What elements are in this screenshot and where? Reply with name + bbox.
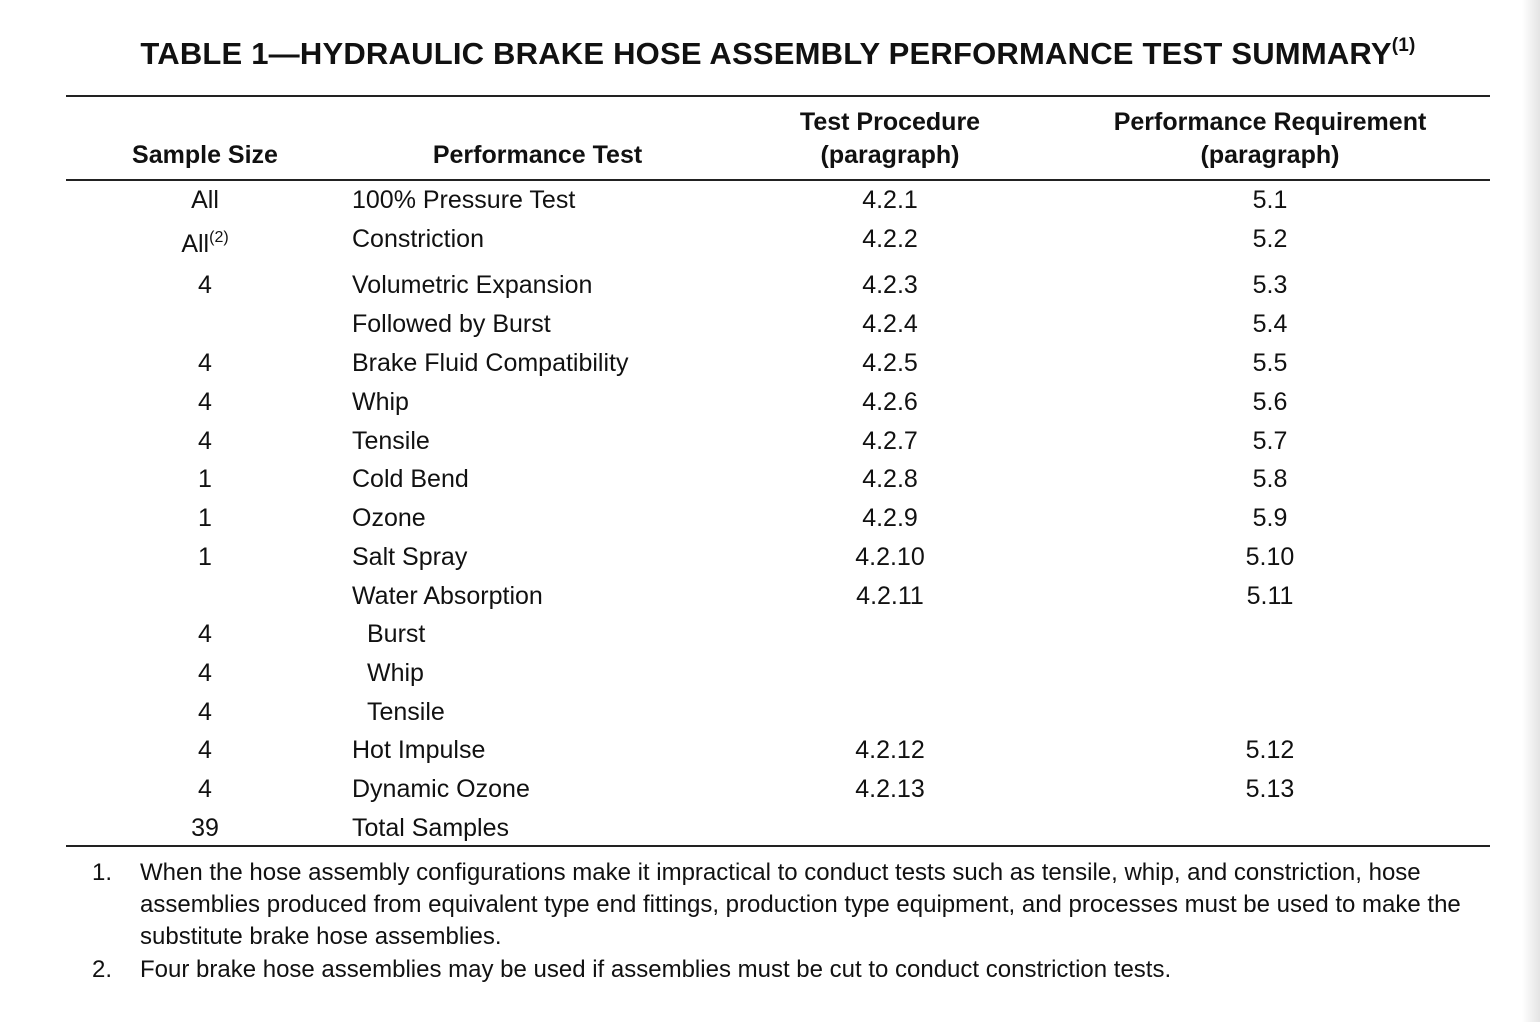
header-performance-requirement-line2: (paragraph) bbox=[1200, 141, 1340, 169]
table-row bbox=[0, 344, 1540, 383]
cell-sample-size: 4 bbox=[198, 349, 212, 377]
table-title-text: TABLE 1—HYDRAULIC BRAKE HOSE ASSEMBLY PERFORMANCE TEST SUMMARY bbox=[140, 36, 1392, 71]
table-row bbox=[0, 538, 1540, 577]
footnote-text: When the hose assembly configurations make it impractical to conduct tests such as tensile, whip, and constriction, hose assemblies produced from equivalent type end fittings, production type equipment, and processes must be used to make the substitute brake hose assemblies. bbox=[140, 859, 1461, 950]
cell-performance-test: Whip bbox=[367, 659, 424, 687]
cell-test-procedure: 4.2.2 bbox=[862, 225, 918, 253]
cell-test-procedure: 4.2.5 bbox=[862, 349, 918, 377]
table-row bbox=[0, 693, 1540, 732]
cell-performance-test: Hot Impulse bbox=[352, 736, 486, 764]
cell-test-procedure: 4.2.9 bbox=[862, 504, 918, 532]
table-row bbox=[0, 731, 1540, 770]
table-top-rule bbox=[66, 95, 1490, 97]
cell-sample-size: 4 bbox=[198, 620, 212, 648]
header-performance-requirement-line1: Performance Requirement bbox=[1113, 108, 1427, 136]
cell-sample-size: 4 bbox=[198, 698, 212, 726]
cell-sample-size: 4 bbox=[198, 271, 212, 299]
cell-performance-test: Salt Spray bbox=[352, 543, 468, 571]
table-row bbox=[0, 181, 1540, 220]
cell-performance-requirement: 5.11 bbox=[1246, 582, 1294, 610]
cell-sample-size bbox=[145, 225, 265, 264]
footnote-number: 2. bbox=[92, 956, 113, 983]
table-row bbox=[0, 266, 1540, 305]
cell-performance-test: Tensile bbox=[367, 698, 445, 726]
cell-performance-requirement: 5.5 bbox=[1252, 349, 1288, 377]
header-test-procedure-line2: (paragraph) bbox=[820, 141, 960, 169]
table-row bbox=[0, 654, 1540, 693]
cell-performance-test: Whip bbox=[352, 388, 409, 416]
cell-performance-test: Constriction bbox=[352, 225, 484, 253]
cell-test-procedure: 4.2.11 bbox=[856, 582, 924, 610]
footnote-number: 1. bbox=[92, 859, 113, 886]
cell-sample-size: 39 bbox=[191, 814, 219, 842]
cell-performance-requirement: 5.6 bbox=[1252, 388, 1288, 416]
cell-test-procedure: 4.2.1 bbox=[862, 186, 918, 214]
cell-test-procedure: 4.2.6 bbox=[862, 388, 918, 416]
cell-test-procedure: 4.2.3 bbox=[862, 271, 918, 299]
cell-performance-requirement: 5.3 bbox=[1252, 271, 1288, 299]
table-bottom-rule bbox=[66, 845, 1490, 847]
cell-sample-size: 4 bbox=[198, 736, 212, 764]
cell-performance-requirement: 5.2 bbox=[1252, 225, 1288, 253]
cell-performance-test: Water Absorption bbox=[352, 582, 543, 610]
table-row bbox=[0, 422, 1540, 461]
table-row bbox=[0, 499, 1540, 538]
cell-performance-requirement: 5.13 bbox=[1245, 775, 1295, 803]
cell-performance-requirement: 5.12 bbox=[1245, 736, 1295, 764]
table-row bbox=[0, 460, 1540, 499]
cell-performance-test: Volumetric Expansion bbox=[352, 271, 593, 299]
cell-sample-size-value: All bbox=[181, 230, 210, 258]
cell-performance-test: Tensile bbox=[352, 427, 430, 455]
header-test-procedure bbox=[760, 106, 1020, 172]
cell-performance-requirement: 5.1 bbox=[1252, 186, 1288, 214]
table-row bbox=[0, 770, 1540, 809]
cell-sample-size: 1 bbox=[198, 543, 212, 571]
cell-performance-requirement: 5.8 bbox=[1252, 465, 1288, 493]
footnote-ref: (2) bbox=[209, 229, 229, 246]
cell-performance-test: 100% Pressure Test bbox=[352, 186, 576, 214]
cell-test-procedure: 4.2.8 bbox=[862, 465, 918, 493]
cell-performance-test: Burst bbox=[367, 620, 426, 648]
table-row bbox=[0, 383, 1540, 422]
cell-sample-size: 4 bbox=[198, 427, 212, 455]
cell-performance-test: Ozone bbox=[352, 504, 426, 532]
cell-performance-test: Cold Bend bbox=[352, 465, 469, 493]
cell-sample-size: 1 bbox=[198, 504, 212, 532]
cell-performance-test: Followed by Burst bbox=[352, 310, 551, 338]
cell-sample-size: 4 bbox=[198, 659, 212, 687]
cell-test-procedure: 4.2.13 bbox=[855, 775, 925, 803]
cell-performance-test: Dynamic Ozone bbox=[352, 775, 530, 803]
table-title bbox=[66, 36, 1490, 72]
cell-performance-requirement: 5.10 bbox=[1245, 543, 1295, 571]
cell-sample-size: 4 bbox=[198, 775, 212, 803]
table-row bbox=[0, 577, 1540, 616]
cell-sample-size: All bbox=[191, 186, 219, 214]
cell-performance-requirement: 5.4 bbox=[1252, 310, 1288, 338]
cell-test-procedure: 4.2.7 bbox=[862, 427, 918, 455]
cell-test-procedure: 4.2.4 bbox=[862, 310, 918, 338]
cell-performance-test: Total Samples bbox=[352, 814, 510, 842]
cell-sample-size: 1 bbox=[198, 465, 212, 493]
cell-performance-requirement: 5.7 bbox=[1252, 427, 1288, 455]
cell-sample-size: 4 bbox=[198, 388, 212, 416]
header-performance-test: Performance Test bbox=[432, 141, 643, 169]
header-performance-requirement bbox=[1090, 106, 1450, 172]
footnote-text: Four brake hose assemblies may be used if assemblies must be cut to conduct constriction tests. bbox=[140, 956, 1172, 983]
table-row-total bbox=[0, 809, 1540, 848]
cell-performance-requirement: 5.9 bbox=[1252, 504, 1288, 532]
cell-performance-test: Brake Fluid Compatibility bbox=[352, 349, 629, 377]
table-row bbox=[0, 305, 1540, 344]
table-title-footnote-ref: (1) bbox=[1391, 35, 1416, 56]
table-row bbox=[0, 220, 1540, 259]
header-test-procedure-line1: Test Procedure bbox=[799, 108, 981, 136]
cell-test-procedure: 4.2.12 bbox=[855, 736, 925, 764]
cell-test-procedure: 4.2.10 bbox=[855, 543, 925, 571]
table-row bbox=[0, 615, 1540, 654]
header-sample-size: Sample Size bbox=[132, 141, 278, 169]
